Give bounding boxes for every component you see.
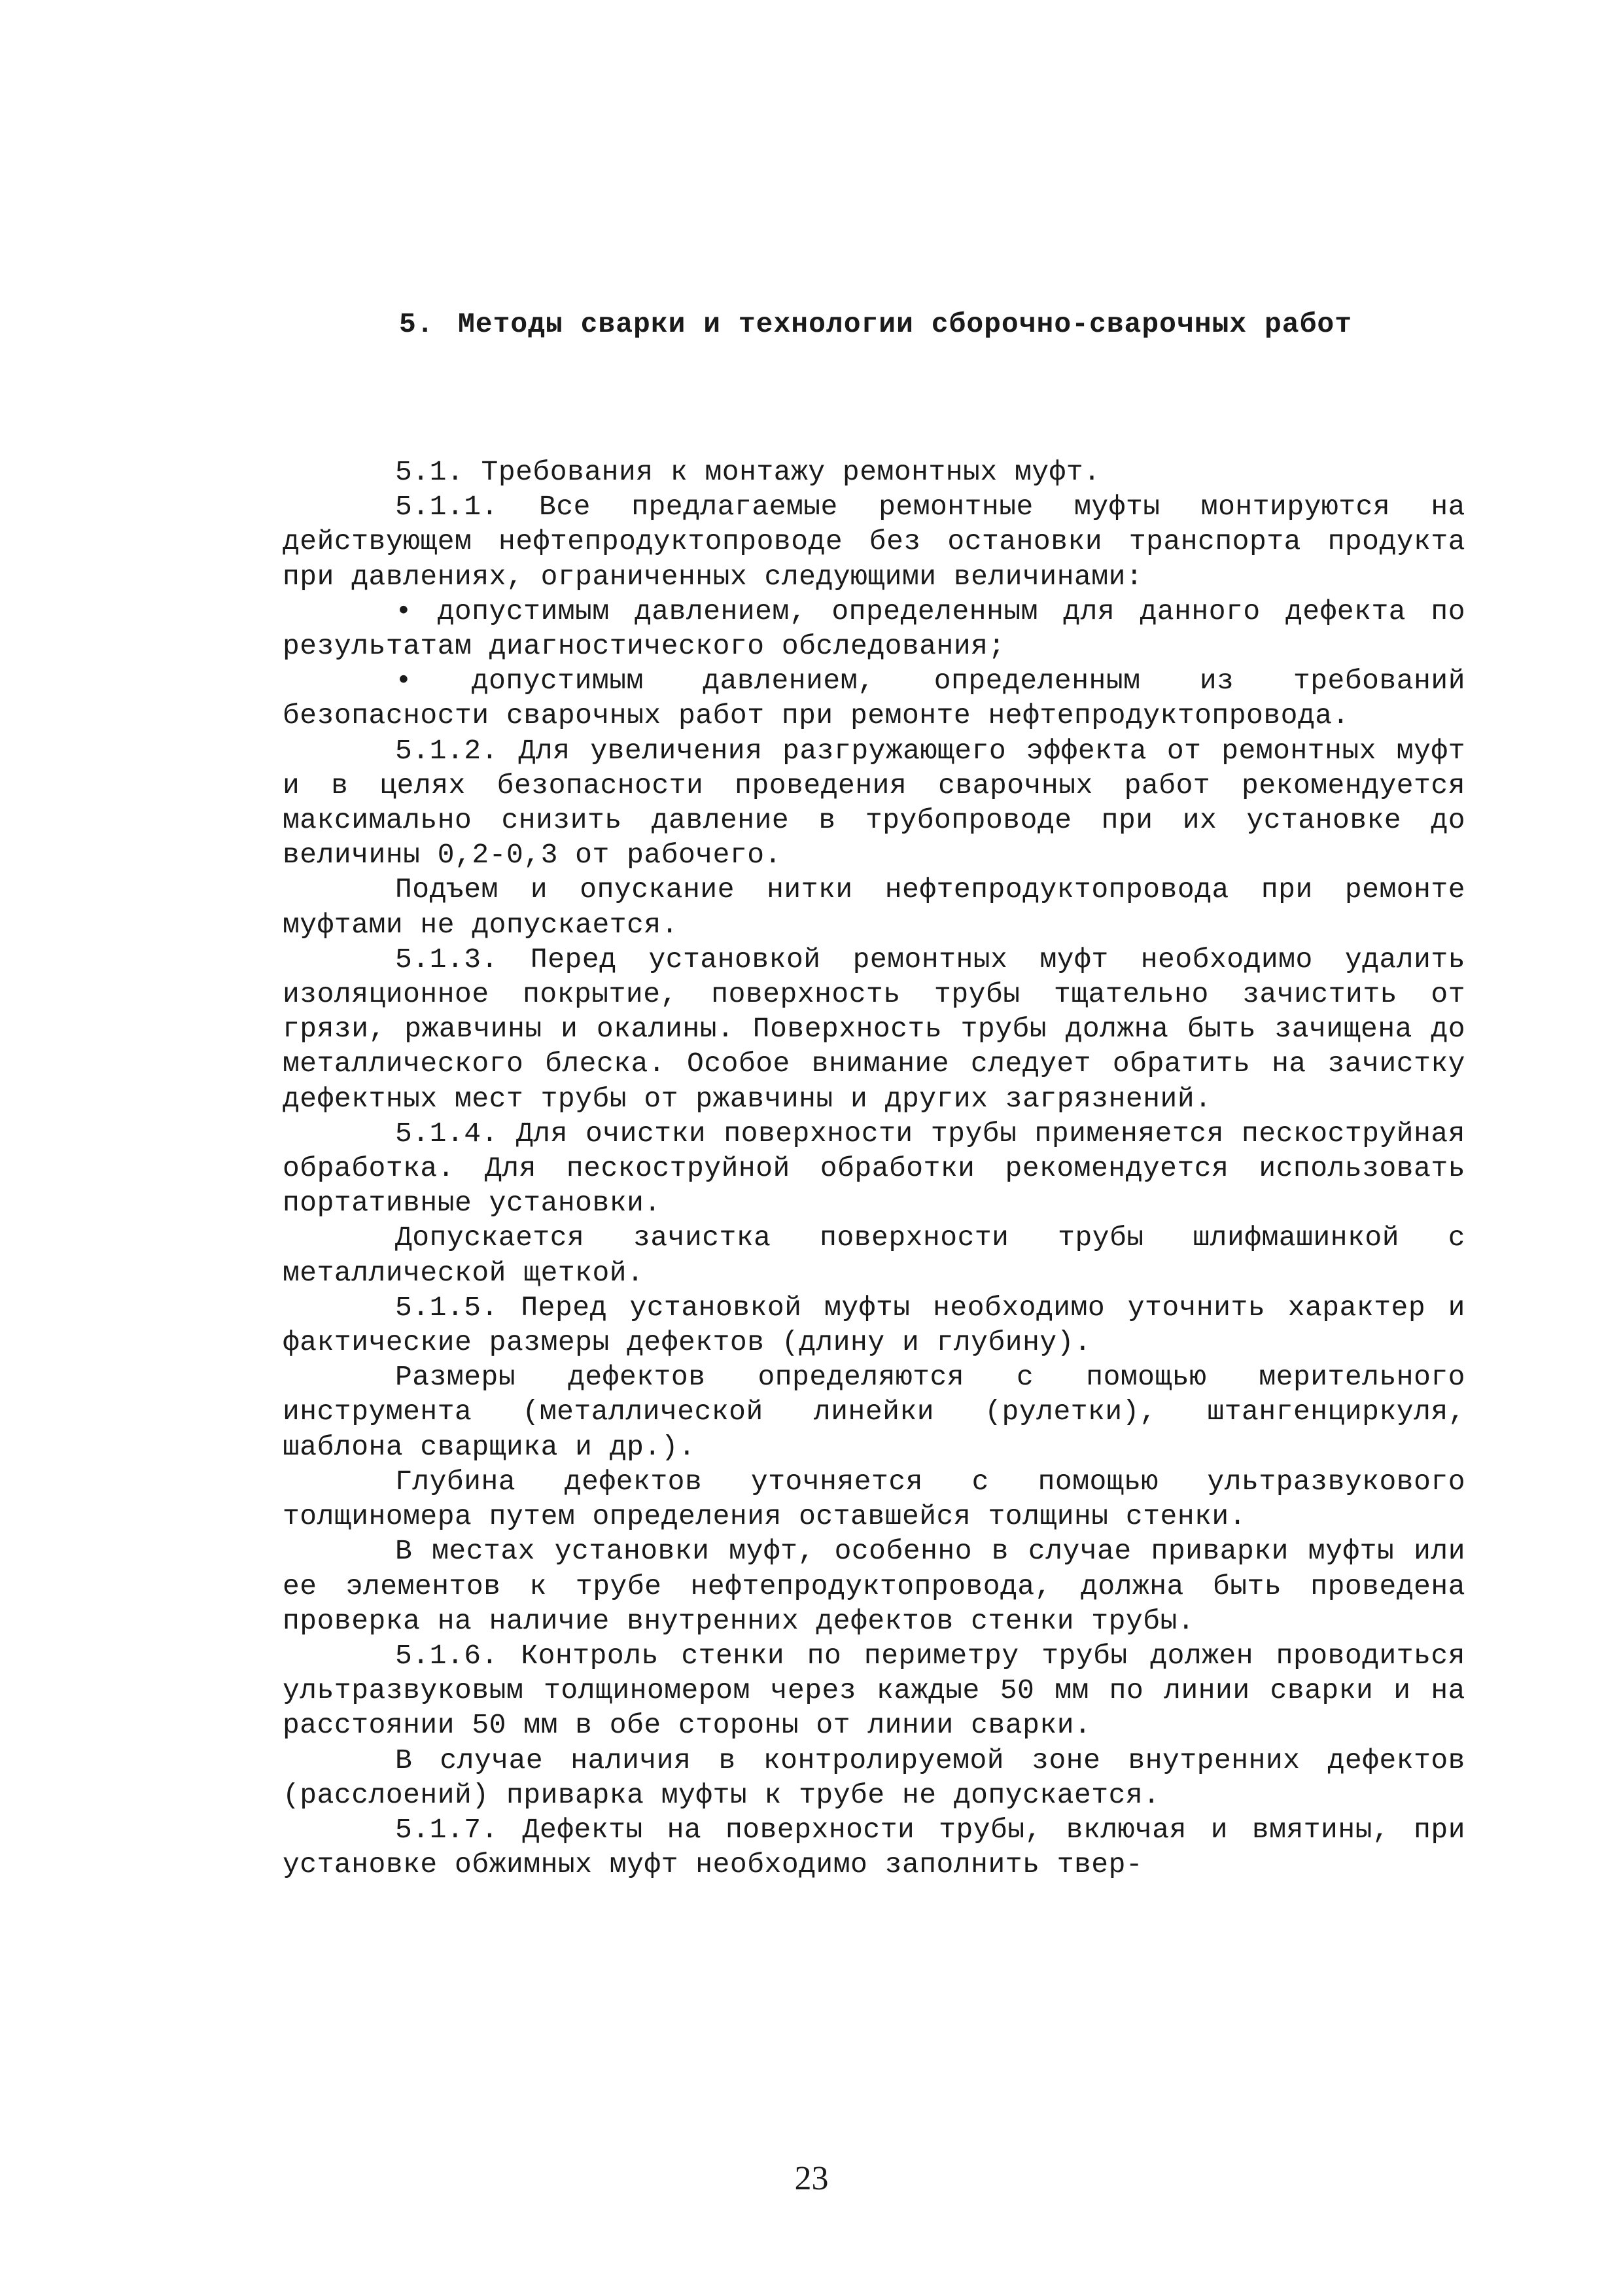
paragraph: В случае наличия в контролируемой зоне внутренних дефектов (расслоений) приварка муфты к трубе не допускается.: [283, 1744, 1465, 1811]
bullet-item: • допустимым давлением, определенным для данного дефекта по результатам диагностического обследования;: [283, 594, 1465, 663]
paragraph: Допускается зачистка поверхности трубы шлифмашинкой с металлической щеткой.: [283, 1222, 1465, 1289]
section-number: 5.: [399, 308, 434, 340]
section-title: Методы сварки и технологии сборочно-сварочных работ: [458, 308, 1353, 340]
paragraph: 5.1.2. Для увеличения разгружающего эффекта от ремонтных муфт и в целях безопасности проведения сварочных работ рекомендуется максимально снизить давление в трубопроводе при их установке до величины 0,2-0,3 от рабочего.: [283, 734, 1465, 872]
paragraph: 5.1. Требования к монтажу ремонтных муфт.: [395, 456, 1101, 488]
paragraph: 5.1.1. Все предлагаемые ремонтные муфты монтируются на действующем нефтепродуктопроводе без остановки транспорта продукта при давлениях, ограниченных следующими величинами:: [283, 491, 1465, 593]
paragraph: Размеры дефектов определяются с помощью мерительного инструмента (металлической линейки (рулетки), штангенциркуля, шаблона сварщика и др.).: [283, 1361, 1465, 1463]
paragraph: 5.1.4. Для очистки поверхности трубы применяется пескоструйная обработка. Для пескоструйной обработки рекомендуется использовать портативные установки.: [283, 1117, 1465, 1220]
page-number: 23: [794, 2160, 829, 2197]
paragraph: 5.1.6. Контроль стенки по периметру трубы должен проводиться ультразвуковым толщиномером через каждые 50 мм по линии сварки и на расстоянии 50 мм в обе стороны от линии сварки.: [283, 1639, 1465, 1742]
section-heading: [399, 306, 1380, 343]
paragraph: В местах установки муфт, особенно в случае приварки муфты или ее элементов к трубе нефтепродуктопровода, должна быть проведена проверка на наличие внутренних дефектов стенки трубы.: [283, 1535, 1465, 1637]
body-text: [283, 455, 1465, 1882]
paragraph: 5.1.3. Перед установкой ремонтных муфт необходимо удалить изоляционное покрытие, поверхность трубы тщательно зачистить от грязи, ржавчины и окалины. Поверхность трубы должна быть зачищена до металлического блеска. Особое внимание следует обратить на зачистку дефектных мест трубы от ржавчины и других загрязнений.: [283, 943, 1465, 1115]
paragraph: Подъем и опускание нитки нефтепродуктопровода при ремонте муфтами не допускается.: [283, 874, 1465, 941]
bullet-item: • допустимым давлением, определенным из требований безопасности сварочных работ при ремонте нефтепродуктопровода.: [283, 663, 1465, 733]
paragraph: 5.1.5. Перед установкой муфты необходимо уточнить характер и фактические размеры дефектов (длину и глубину).: [283, 1291, 1465, 1359]
paragraph: Глубина дефектов уточняется с помощью ультразвукового толщиномера путем определения оставшейся толщины стенки.: [283, 1465, 1465, 1533]
paragraph: 5.1.7. Дефекты на поверхности трубы, включая и вмятины, при установке обжимных муфт необходимо заполнить твер-: [283, 1813, 1465, 1881]
